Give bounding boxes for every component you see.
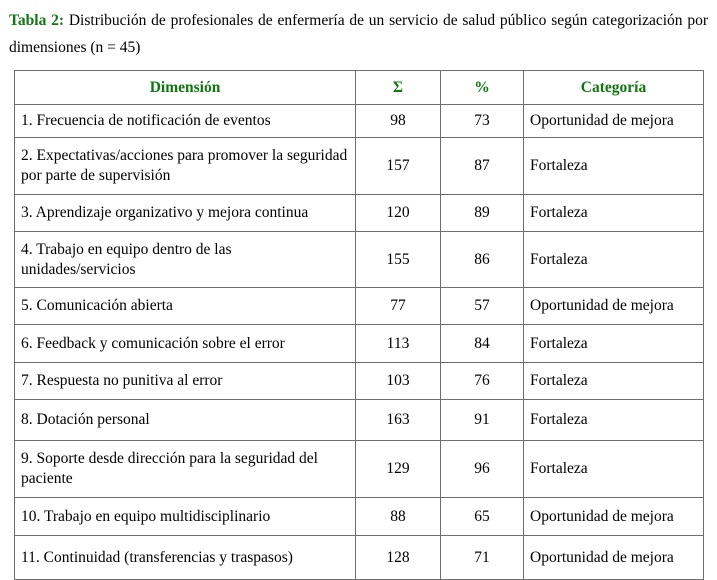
table-row: [15, 232, 704, 288]
dimension-cell: 9. Soporte desde dirección para la seguridad del paciente: [15, 441, 356, 498]
table-row: [15, 363, 704, 400]
table-row: [15, 400, 704, 441]
percent-cell: 71: [441, 536, 524, 580]
table-row: [15, 441, 704, 498]
categoria-cell: Fortaleza: [524, 363, 704, 400]
percent-cell: 89: [441, 195, 524, 232]
table-row: [15, 138, 704, 195]
categoria-cell: Fortaleza: [524, 325, 704, 363]
categoria-cell: Fortaleza: [524, 400, 704, 441]
categoria-cell: Oportunidad de mejora: [524, 536, 704, 580]
dimension-cell: 2. Expectativas/acciones para promover la seguridad por parte de supervisión: [15, 138, 356, 195]
dimensions-table: [14, 70, 704, 580]
dimension-cell: 11. Continuidad (transferencias y traspasos): [15, 536, 356, 580]
dimension-cell: 7. Respuesta no punitiva al error: [15, 363, 356, 400]
dimension-cell: 3. Aprendizaje organizativo y mejora continua: [15, 195, 356, 232]
percent-cell: 73: [441, 105, 524, 138]
sigma-cell: 163: [356, 400, 441, 441]
table-row: [15, 498, 704, 536]
col-header-dimension: Dimensión: [15, 71, 356, 105]
sigma-cell: 88: [356, 498, 441, 536]
sigma-cell: 129: [356, 441, 441, 498]
categoria-cell: Oportunidad de mejora: [524, 498, 704, 536]
sigma-cell: 155: [356, 232, 441, 288]
categoria-cell: Oportunidad de mejora: [524, 105, 704, 138]
sigma-cell: 157: [356, 138, 441, 195]
dimension-cell: 5. Comunicación abierta: [15, 288, 356, 325]
percent-cell: 96: [441, 441, 524, 498]
table-row: [15, 325, 704, 363]
percent-cell: 86: [441, 232, 524, 288]
categoria-cell: Fortaleza: [524, 195, 704, 232]
table-row: [15, 288, 704, 325]
sigma-cell: 120: [356, 195, 441, 232]
sigma-cell: 113: [356, 325, 441, 363]
dimension-cell: 8. Dotación personal: [15, 400, 356, 441]
sigma-cell: 128: [356, 536, 441, 580]
categoria-cell: Oportunidad de mejora: [524, 288, 704, 325]
categoria-cell: Fortaleza: [524, 138, 704, 195]
table-caption-label: Tabla 2:: [9, 12, 65, 29]
dimension-cell: 1. Frecuencia de notificación de eventos: [15, 105, 356, 138]
dimension-cell: 6. Feedback y comunicación sobre el error: [15, 325, 356, 363]
percent-cell: 57: [441, 288, 524, 325]
percent-cell: 91: [441, 400, 524, 441]
dimension-cell: 10. Trabajo en equipo multidisciplinario: [15, 498, 356, 536]
sigma-cell: 98: [356, 105, 441, 138]
col-header-categoria: Categoría: [524, 71, 704, 105]
col-header-sigma: Σ: [356, 71, 441, 105]
col-header-percent: %: [441, 71, 524, 105]
header-row: [15, 71, 704, 105]
percent-cell: 76: [441, 363, 524, 400]
categoria-cell: Fortaleza: [524, 232, 704, 288]
percent-cell: 65: [441, 498, 524, 536]
percent-cell: 87: [441, 138, 524, 195]
sigma-cell: 103: [356, 363, 441, 400]
table-row: [15, 195, 704, 232]
dimension-cell: 4. Trabajo en equipo dentro de las unidades/servicios: [15, 232, 356, 288]
table-row: [15, 536, 704, 580]
sigma-cell: 77: [356, 288, 441, 325]
percent-cell: 84: [441, 325, 524, 363]
table-row: [15, 105, 704, 138]
categoria-cell: Fortaleza: [524, 441, 704, 498]
table-caption: [9, 7, 708, 61]
table-caption-text: Distribución de profesionales de enfermería de un servicio de salud público según categorización por dimensiones (n = 45): [9, 12, 708, 56]
